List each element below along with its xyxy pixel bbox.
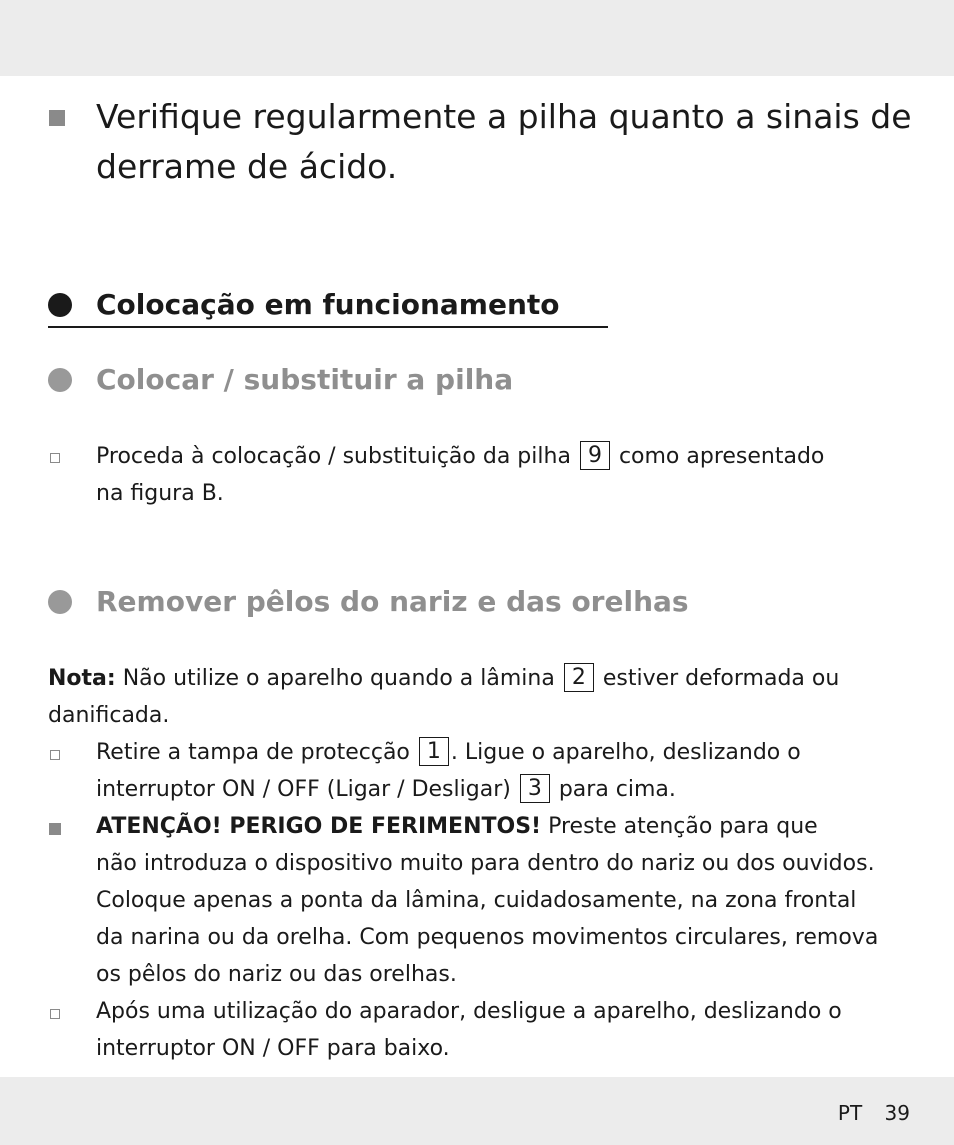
language-code: PT <box>837 1101 863 1125</box>
subsection-bullet-icon <box>48 590 72 614</box>
battery-step-line-1 <box>96 438 824 475</box>
reference-number-badge: 1 <box>419 737 449 766</box>
step1-text-2: interruptor ON / OFF (Ligar / Desligar) <box>96 777 511 802</box>
battery-step-line-2: na figura B. <box>96 481 224 506</box>
page-footer <box>838 1101 910 1125</box>
step1-line-2 <box>96 771 676 808</box>
note-line-2: danificada. <box>48 703 170 728</box>
step1-text-cont: . Ligue o aparelho, deslizando o <box>450 740 801 765</box>
step1-text: Retire a tampa de protecção <box>96 740 410 765</box>
warning-text: Preste atenção para que <box>548 814 818 839</box>
warning-line-5: os pêlos do nariz ou das orelhas. <box>96 962 457 987</box>
note-text-cont: estiver deformada ou <box>602 666 840 691</box>
subsection-bullet-icon <box>48 368 72 392</box>
note-text: Não utilize o aparelho quando a lâmina <box>122 666 555 691</box>
step1-line-1 <box>96 734 801 771</box>
warning-line-3: Coloque apenas a ponta da lâmina, cuidadosamente, na zona frontal <box>96 888 857 913</box>
step2-line-2: interruptor ON / OFF para baixo. <box>96 1036 450 1061</box>
subsection-title-removal: Remover pêlos do nariz e das orelhas <box>96 585 689 618</box>
warning-line-4: da narina ou da orelha. Com pequenos movimentos circulares, remova <box>96 925 879 950</box>
bullet-square-icon <box>49 110 65 126</box>
section-title: Colocação em funcionamento <box>96 288 560 321</box>
note-line-1 <box>48 660 839 697</box>
footer-band <box>0 1077 954 1145</box>
step-checkbox-icon <box>50 750 60 760</box>
page-number: 39 <box>884 1101 910 1125</box>
section-bullet-icon <box>48 293 72 317</box>
subsection-title-battery: Colocar / substituir a pilha <box>96 363 514 396</box>
battery-step-text: Proceda à colocação / substituição da pilha <box>96 444 571 469</box>
warning-line-2: não introduza o dispositivo muito para dentro do nariz ou dos ouvidos. <box>96 851 875 876</box>
reference-number-badge: 2 <box>564 663 594 692</box>
step1-text-2-cont: para cima. <box>558 777 676 802</box>
step-checkbox-icon <box>50 1009 60 1019</box>
reference-number-badge: 9 <box>580 441 610 470</box>
section-underline <box>48 326 608 328</box>
header-band <box>0 0 954 76</box>
step2-line-1: Após uma utilização do aparador, desligue a aparelho, deslizando o <box>96 999 842 1024</box>
intro-line-2: derrame de ácido. <box>96 147 398 186</box>
step-checkbox-icon <box>50 453 60 463</box>
battery-step-text-cont: como apresentado <box>618 444 825 469</box>
warning-bullet-icon <box>49 823 61 835</box>
reference-number-badge: 3 <box>520 774 550 803</box>
note-label: Nota: <box>48 666 116 691</box>
warning-label: ATENÇÃO! PERIGO DE FERIMENTOS! <box>96 814 542 839</box>
intro-line-1: Verifique regularmente a pilha quanto a sinais de <box>96 97 912 136</box>
warning-line-1 <box>96 808 818 845</box>
